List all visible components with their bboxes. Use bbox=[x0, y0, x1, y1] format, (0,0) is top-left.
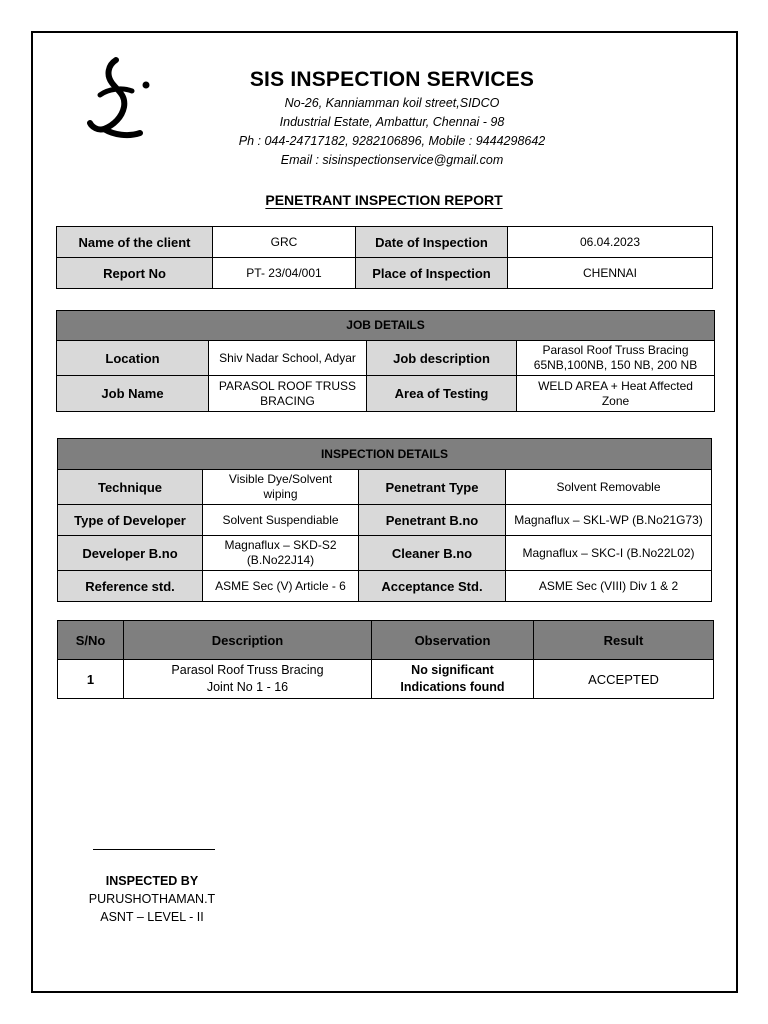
acceptance-label: Acceptance Std. bbox=[359, 571, 506, 602]
column-header-result: Result bbox=[534, 621, 714, 660]
row-sno: 1 bbox=[58, 660, 124, 699]
table-row bbox=[57, 341, 715, 376]
column-header-sno: S/No bbox=[58, 621, 124, 660]
inspection-details-table bbox=[57, 438, 712, 602]
company-phone: Ph : 044-24717182, 9282106896, Mobile : 9444298642 bbox=[238, 134, 546, 148]
row-description-line1: Parasol Roof Truss Bracing bbox=[171, 663, 324, 677]
cleaner-bno-value: Magnaflux – SKC-I (B.No22L02) bbox=[506, 536, 712, 571]
row-description-line2: Joint No 1 - 16 bbox=[206, 680, 289, 694]
inspector-name: PURUSHOTHAMAN.T bbox=[88, 892, 216, 906]
job-name-line2: BRACING bbox=[260, 393, 315, 408]
area-line1: WELD AREA + Heat Affected bbox=[538, 378, 693, 393]
technique-label: Technique bbox=[58, 470, 203, 505]
table-header-row bbox=[58, 439, 712, 470]
row-observation bbox=[372, 660, 534, 699]
table-header-row bbox=[57, 311, 715, 341]
table-row bbox=[57, 227, 713, 258]
area-line2: Zone bbox=[601, 393, 630, 408]
inspected-by-label: INSPECTED BY bbox=[105, 874, 199, 888]
location-label: Location bbox=[57, 341, 209, 376]
job-description-line2: 65NB,100NB, 150 NB, 200 NB bbox=[533, 358, 698, 372]
developer-type-value: Solvent Suspendiable bbox=[203, 505, 359, 536]
developer-bno-value bbox=[203, 536, 359, 571]
report-no-label: Report No bbox=[57, 258, 213, 289]
company-name: SIS INSPECTION SERVICES bbox=[249, 68, 535, 91]
area-label: Area of Testing bbox=[367, 376, 517, 412]
table-row bbox=[58, 505, 712, 536]
cleaner-bno-label: Cleaner B.no bbox=[359, 536, 506, 571]
table-row bbox=[58, 660, 714, 699]
date-value: 06.04.2023 bbox=[508, 227, 713, 258]
row-description bbox=[124, 660, 372, 699]
summary-table bbox=[56, 226, 713, 289]
company-logo bbox=[78, 55, 158, 145]
company-address-line1: No-26, Kanniamman koil street,SIDCO bbox=[284, 96, 500, 110]
date-label: Date of Inspection bbox=[356, 227, 508, 258]
company-header bbox=[200, 66, 584, 170]
developer-type-label: Type of Developer bbox=[58, 505, 203, 536]
penetrant-type-label: Penetrant Type bbox=[359, 470, 506, 505]
table-row bbox=[57, 376, 715, 412]
column-header-observation: Observation bbox=[372, 621, 534, 660]
job-details-heading: JOB DETAILS bbox=[57, 311, 715, 341]
penetrant-bno-value: Magnaflux – SKL-WP (B.No21G73) bbox=[506, 505, 712, 536]
client-value: GRC bbox=[213, 227, 356, 258]
place-label: Place of Inspection bbox=[356, 258, 508, 289]
company-email: Email : sisinspectionservice@gmail.com bbox=[280, 153, 504, 167]
job-description-label: Job description bbox=[367, 341, 517, 376]
table-header-row bbox=[58, 621, 714, 660]
developer-bno-line2: (B.No22J14) bbox=[246, 553, 315, 567]
penetrant-type-value: Solvent Removable bbox=[506, 470, 712, 505]
penetrant-bno-label: Penetrant B.no bbox=[359, 505, 506, 536]
acceptance-value: ASME Sec (VIII) Div 1 & 2 bbox=[506, 571, 712, 602]
report-title: PENETRANT INSPECTION REPORT bbox=[265, 192, 503, 208]
developer-bno-line1: Magnaflux – SKD-S2 bbox=[224, 538, 337, 552]
company-address-line2: Industrial Estate, Ambattur, Chennai - 98 bbox=[279, 115, 505, 129]
reference-label: Reference std. bbox=[58, 571, 203, 602]
place-value: CHENNAI bbox=[508, 258, 713, 289]
job-name-value bbox=[209, 376, 367, 412]
row-observation-line2: Indications found bbox=[400, 680, 505, 694]
table-row bbox=[58, 470, 712, 505]
signature-block bbox=[82, 872, 222, 926]
reference-value: ASME Sec (V) Article - 6 bbox=[203, 571, 359, 602]
technique-line1: Visible Dye/Solvent bbox=[228, 472, 333, 486]
technique-value bbox=[203, 470, 359, 505]
inspector-level: ASNT – LEVEL - II bbox=[100, 910, 204, 924]
report-no-value: PT- 23/04/001 bbox=[213, 258, 356, 289]
developer-bno-label: Developer B.no bbox=[58, 536, 203, 571]
technique-line2: wiping bbox=[263, 487, 298, 501]
results-table bbox=[57, 620, 714, 699]
area-value bbox=[517, 376, 715, 412]
job-details-table bbox=[56, 310, 715, 412]
inspection-details-heading: INSPECTION DETAILS bbox=[58, 439, 712, 470]
signature-line bbox=[93, 849, 215, 850]
job-description-line1: Parasol Roof Truss Bracing bbox=[542, 343, 689, 357]
table-row bbox=[58, 536, 712, 571]
job-description-value bbox=[517, 341, 715, 376]
job-name-line1: PARASOL ROOF TRUSS bbox=[218, 378, 357, 393]
row-result: ACCEPTED bbox=[534, 660, 714, 699]
location-value: Shiv Nadar School, Adyar bbox=[209, 341, 367, 376]
table-row bbox=[58, 571, 712, 602]
table-row bbox=[57, 258, 713, 289]
row-observation-line1: No significant bbox=[411, 663, 494, 677]
client-label: Name of the client bbox=[57, 227, 213, 258]
column-header-description: Description bbox=[124, 621, 372, 660]
job-name-label: Job Name bbox=[57, 376, 209, 412]
